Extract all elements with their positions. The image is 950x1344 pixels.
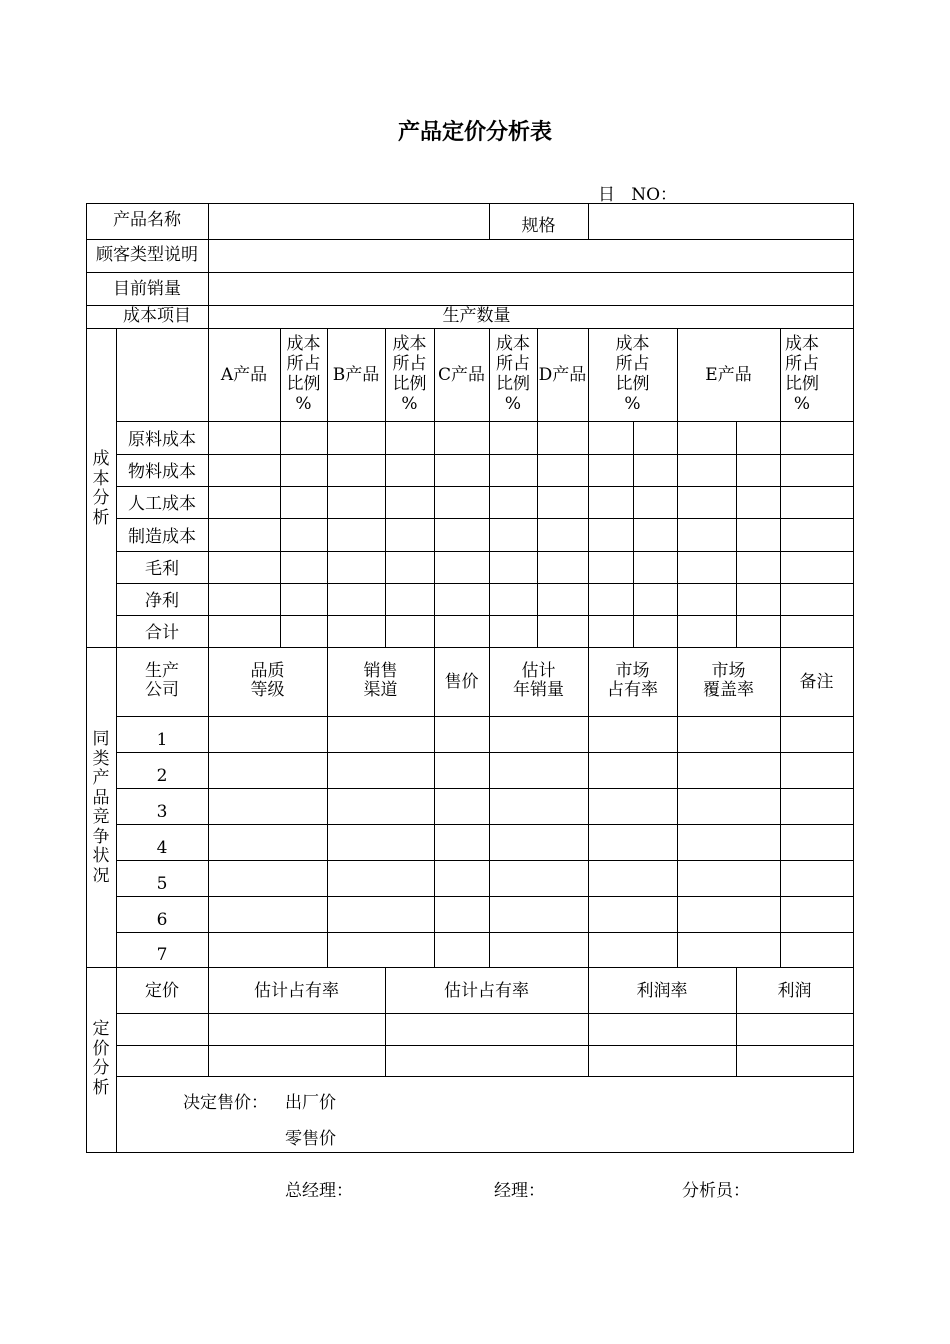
comp-col-header: 生产 公司 [145, 661, 179, 700]
pricing-col-margin: 利润率 [636, 981, 688, 1001]
comp-row-number: 3 [156, 802, 168, 822]
comp-col-header: 售价 [444, 672, 479, 692]
comp-row-number: 5 [156, 874, 168, 894]
comp-row-number: 4 [156, 838, 168, 858]
comp-row-number: 1 [156, 730, 168, 750]
cost-col-b-product: B产品 [332, 365, 380, 385]
comp-col-header: 估计 年销量 [513, 661, 564, 700]
comp-col-header: 销售 渠道 [363, 661, 398, 700]
cost-col-e-ratio: 成本 所占 比例 % [785, 334, 819, 414]
cost-col-c-ratio: 成本 所占 比例 % [496, 334, 530, 414]
cost-col-c-product: C产品 [437, 365, 485, 385]
product-name-label: 产品名称 [113, 210, 181, 230]
decision-price-label: 决定售价： [183, 1093, 268, 1113]
comp-row-number: 6 [156, 910, 168, 930]
comp-col-header: 备注 [799, 672, 834, 692]
pricing-side-label: 定 价 分 析 [92, 1019, 110, 1098]
cost-row-label: 毛利 [145, 559, 179, 579]
factory-price-label: 出厂价 [285, 1093, 336, 1113]
date-number-label: 日 NO： [598, 185, 678, 205]
cost-analysis-side-label: 成 本 分 析 [92, 449, 110, 528]
retail-price-label: 零售价 [285, 1129, 336, 1149]
comp-row-number: 2 [156, 766, 168, 786]
manager-signature: 经理： [494, 1181, 545, 1201]
cost-row-label: 净利 [145, 591, 179, 611]
production-qty-label: 生产数量 [442, 306, 511, 326]
pricing-col-share-2: 估计占有率 [444, 981, 529, 1001]
pricing-col-price: 定价 [145, 981, 179, 1001]
cost-row-label: 物料成本 [128, 462, 196, 482]
cost-row-label: 人工成本 [128, 494, 196, 514]
comp-col-header: 市场 覆盖率 [703, 661, 754, 700]
pricing-col-share: 估计占有率 [254, 981, 339, 1001]
cost-item-label: 成本项目 [123, 306, 191, 326]
cost-row-label: 合计 [145, 623, 179, 643]
cost-col-d-product: D产品 [538, 365, 587, 385]
competition-side-label: 同 类 产 品 竞 争 状 况 [92, 729, 110, 886]
cost-col-d-ratio: 成本 所占 比例 % [615, 334, 650, 414]
comp-col-header: 品质 等级 [250, 661, 285, 700]
cost-col-b-ratio: 成本 所占 比例 % [392, 334, 427, 414]
page-title: 产品定价分析表 [397, 120, 552, 145]
customer-type-label: 顾客类型说明 [96, 245, 198, 265]
general-manager-signature: 总经理： [285, 1181, 353, 1201]
cost-col-e-product: E产品 [705, 365, 752, 385]
comp-row-number: 7 [156, 945, 168, 965]
cost-col-a-ratio: 成本 所占 比例 % [286, 334, 321, 414]
spec-label: 规格 [521, 216, 556, 236]
cost-row-label: 制造成本 [128, 527, 196, 547]
current-sales-label: 目前销量 [113, 279, 181, 299]
analyst-signature: 分析员： [682, 1181, 750, 1201]
pricing-col-profit: 利润 [777, 981, 812, 1001]
cost-row-label: 原料成本 [128, 430, 196, 450]
cost-col-a-product: A产品 [220, 365, 268, 385]
comp-col-header: 市场 占有率 [607, 661, 658, 700]
